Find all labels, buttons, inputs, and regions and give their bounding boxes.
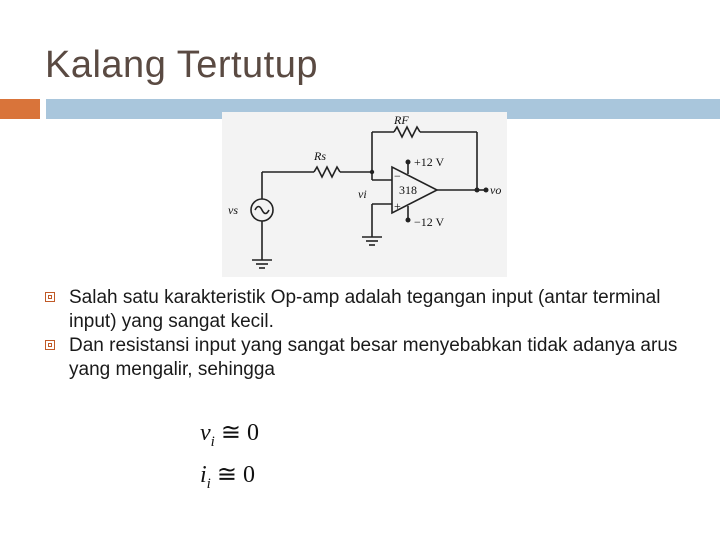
rs-label: Rs [314,149,326,163]
ac-source-wave [255,207,269,214]
chip-label: 318 [399,183,417,197]
equation-vi: $v_i$ ≅ 0 [200,420,259,450]
vo-label: vo [490,183,502,197]
rf-label: RF [394,113,409,127]
rf-resistor [394,127,420,137]
circuit-diagram [222,112,507,277]
square-bullet-icon [45,292,55,302]
equation-ii: $i_i$ ≅ 0 [200,462,255,492]
vi-label: vi [358,187,367,201]
bullet-text: Dan resistansi input yang sangat besar menyebabkan tidak adanya arus yang mengalir, sehingga [69,335,678,380]
vplus-label: +12 V [414,155,445,169]
inverting-label: − [394,169,401,183]
bullet-text: Salah satu karakteristik Op-amp adalah tegangan input (antar terminal input) yang sangat kecil. [69,287,661,332]
bullet-item [45,334,685,382]
bullet-list [45,286,685,382]
bullet-item [45,286,685,334]
noninverting-label: + [394,199,401,213]
slide-title: Kalang Tertutup [45,44,318,86]
circuit-figure [222,112,507,277]
vs-label: vs [228,203,238,217]
vminus-label: −12 V [414,215,445,229]
accent-bar-orange [0,99,40,119]
square-bullet-icon [45,340,55,350]
rs-resistor [314,167,340,177]
